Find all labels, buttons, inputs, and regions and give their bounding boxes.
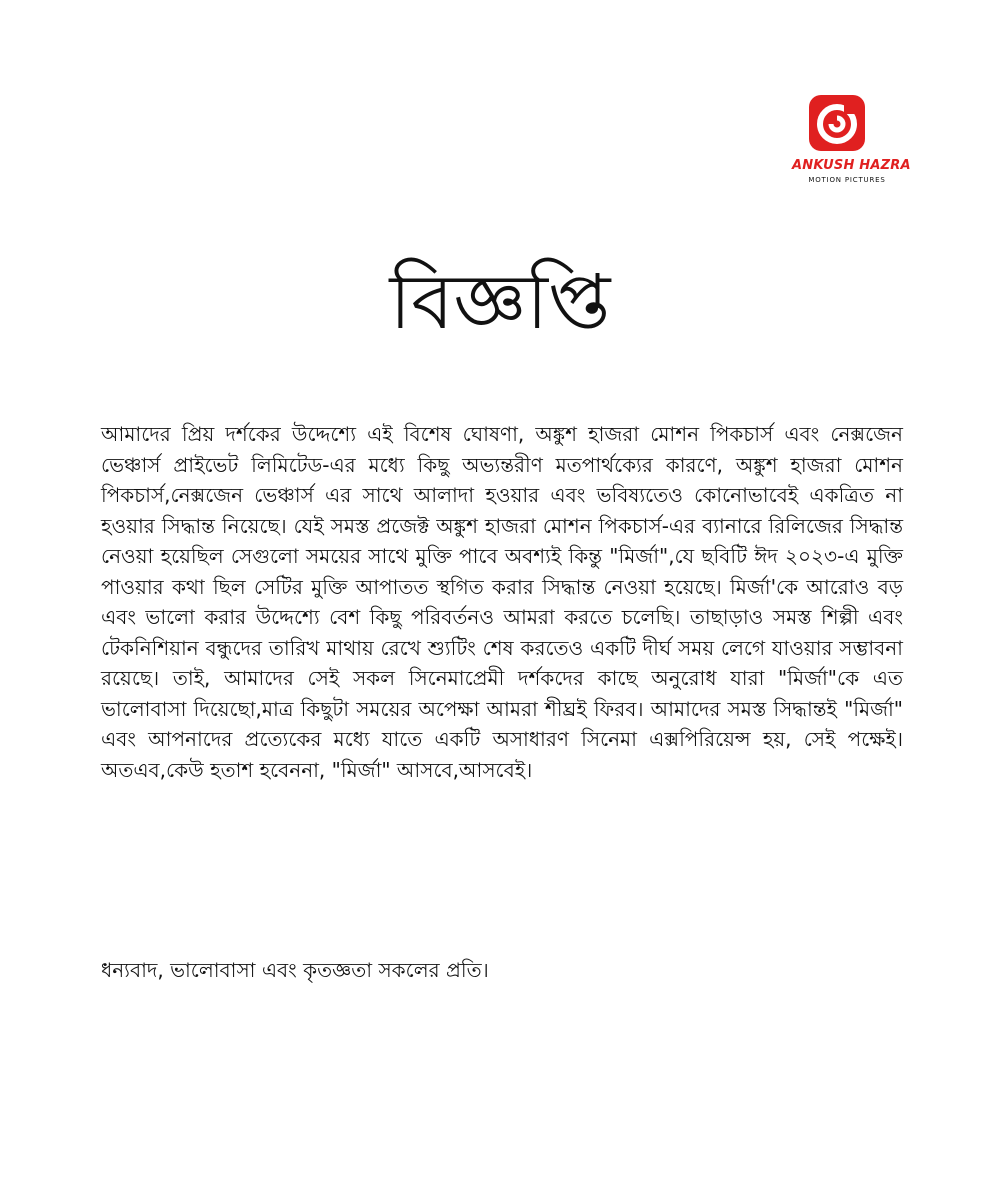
notice-body: আমাদের প্রিয় দর্শকের উদ্দেশ্যে এই বিশেষ ঘোষণা, অঙ্কুশ হাজরা মোশন পিকচার্স এবং নেক্সজেন ভেঞ্চার্স প্রাইভেট লিমিটেড-এর মধ্যে কিছু অভ্যন্তরীণ মতপার্থক্যের কারণে, অঙ্কুশ হাজরা মোশন পিকচার্স,নেক্সজেন ভেঞ্চার্স এর সাথে আলাদা হওয়ার এবং ভবিষ্যতেও কোনোভাবেই একত্রিত না হওয়ার সিদ্ধান্ত নিয়েছে। যেই সমস্ত প্রজেক্ট অঙ্কুশ হাজরা মোশন পিকচার্স-এর ব্যানারে রিলিজের সিদ্ধান্ত নেওয়া হয়েছিল সেগুলো সময়ের সাথে মুক্তি পাবে অবশ্যই কিন্তু "মির্জা",যে ছবিটি ঈদ ২০২৩-এ মুক্তি পাওয়ার কথা ছিল সেটির মুক্তি আপাতত স্থগিত করার সিদ্ধান্ত নেওয়া হয়েছে। মির্জা'কে আরোও বড় এবং ভালো করার উদ্দেশ্যে বেশ কিছু পরিবর্তনও আমরা করতে চলেছি। তাছাড়াও সমস্ত শিল্পী এবং টেকনিশিয়ান বন্ধুদের তারিখ মাথায় রেখে শ্যুটিং শেষ করতেও একটি দীর্ঘ সময় লেগে যাওয়ার সম্ভাবনা রয়েছে। তাই, আমাদের সেই সকল সিনেমাপ্রেমী দর্শকদের কাছে অনুরোধ যারা "মির্জা"কে এত ভালোবাসা দিয়েছো,মাত্র কিছুটা সময়ের অপেক্ষা আমরা শীঘ্রই ফিরব। আমাদের সমস্ত সিদ্ধান্তই "মির্জা" এবং আপনাদের প্রত্যেকের মধ্যে যাতে একটি অসাধারণ সিনেমা এক্সপিরিয়েন্স হয়, সেই পক্ষেই। অতএব,কেউ হতাশ হবেননা, "মির্জা" আসবে,আসবেই। bbox=[101, 422, 903, 782]
brand-subtitle: MOTION PICTURES bbox=[808, 176, 886, 184]
notice-title: বিজ্ঞপ্তি bbox=[389, 257, 611, 346]
brand-name: ANKUSH HAZRA bbox=[792, 158, 911, 173]
notice-closing: ধন্যবাদ, ভালোবাসা এবং কৃতজ্ঞতা সকলের প্রতি। bbox=[101, 958, 489, 982]
brand-logo bbox=[792, 92, 912, 202]
swirl-logo-icon bbox=[806, 92, 868, 154]
